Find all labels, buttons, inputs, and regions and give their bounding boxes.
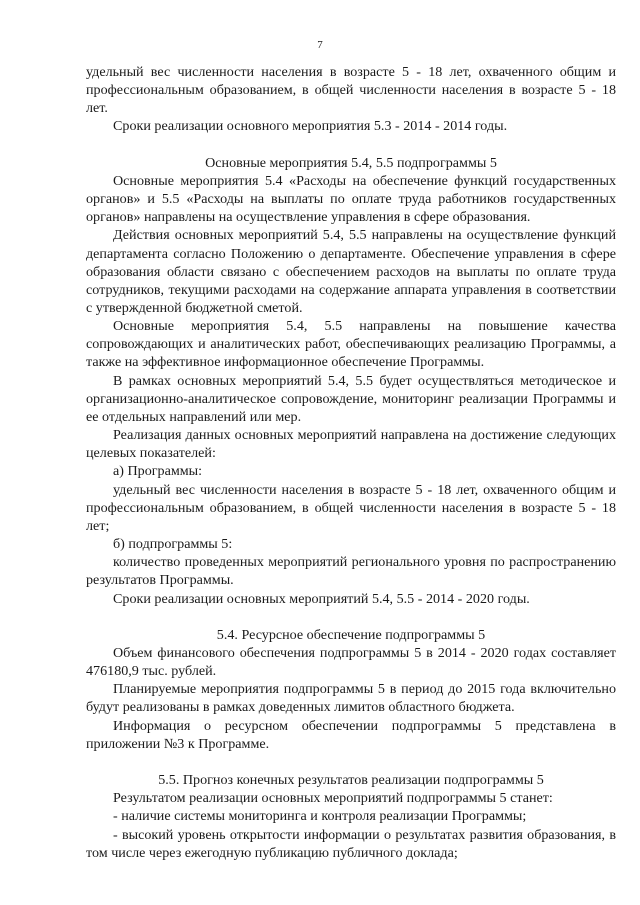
paragraph: Сроки реализации основного мероприятия 5.3 - 2014 - 2014 годы. (113, 118, 508, 135)
section-heading: 5.5. Прогноз конечных результатов реализации подпрограммы 5 (158, 772, 544, 789)
paragraph: Реализация данных основных мероприятий направлена на достижение следующих целевых показателей: (86, 427, 616, 462)
paragraph: Сроки реализации основных мероприятий 5.4, 5.5 - 2014 - 2020 годы. (113, 590, 530, 607)
paragraph: удельный вес численности населения в возрасте 5 - 18 лет, охваченного общим и профессиональным образованием, в общей численности населения в возрасте 5 - 18 лет; (86, 481, 616, 534)
paragraph: - наличие системы мониторинга и контроля реализации Программы; (113, 808, 527, 825)
page-number: 7 (317, 39, 323, 51)
paragraph: - высокий уровень открытости информации о результатах развития образования, в том числе через ежегодную публикацию публичного доклада; (86, 826, 616, 861)
paragraph: Действия основных мероприятий 5.4, 5.5 направлены на осуществление функций департамента согласно Положению о департаменте. Обеспечение управления в сфере образования области связано с обеспечением расходов на выплаты по оплате труда сотрудников, текущими расходами на содержание аппарата управления в соответствии с утвержденной бюджетной сметой. (86, 227, 616, 317)
paragraph: Основные мероприятия 5.4, 5.5 направлены на повышение качества сопровождающих и аналитических работ, обеспечивающих реализацию Программы, а также на эффективное информационное обеспечение Программы. (86, 318, 616, 371)
section-heading: 5.4. Ресурсное обеспечение подпрограммы 5 (216, 626, 486, 643)
paragraph: В рамках основных мероприятий 5.4, 5.5 будет осуществляться методическое и организационно-аналитическое сопровождение, мониторинг реализации Программы и ее отдельных направлений или мер. (86, 372, 616, 425)
section-heading: Основные мероприятия 5.4, 5.5 подпрограммы 5 (205, 154, 497, 171)
paragraph: Объем финансового обеспечения подпрограммы 5 в 2014 - 2020 годах составляет 476180,9 тыс. рублей. (86, 644, 616, 680)
paragraph: количество проведенных мероприятий регионального уровня по распространению результатов Программы. (86, 554, 616, 589)
paragraph: б) подпрограммы 5: (113, 536, 233, 553)
paragraph: Информация о ресурсном обеспечении подпрограммы 5 представлена в приложении №3 к Программе. (86, 717, 616, 752)
paragraph: а) Программы: (113, 463, 203, 480)
paragraph: Результатом реализации основных мероприятий подпрограммы 5 станет: (113, 790, 553, 807)
paragraph: Планируемые мероприятия подпрограммы 5 в период до 2015 года включительно будут реализованы в рамках доведенных лимитов областного бюджета. (86, 681, 616, 716)
paragraph: удельный вес численности населения в возрасте 5 - 18 лет, охваченного общим и профессиональным образованием, в общей численности населения в возрасте 5 - 18 лет. (86, 64, 616, 117)
document-body (86, 63, 616, 862)
paragraph: Основные мероприятия 5.4 «Расходы на обеспечение функций государственных органов» и 5.5 «Расходы на выплаты по оплате труда работников государственных органов» направлены на осуществление управления в сфере образования. (86, 172, 616, 226)
